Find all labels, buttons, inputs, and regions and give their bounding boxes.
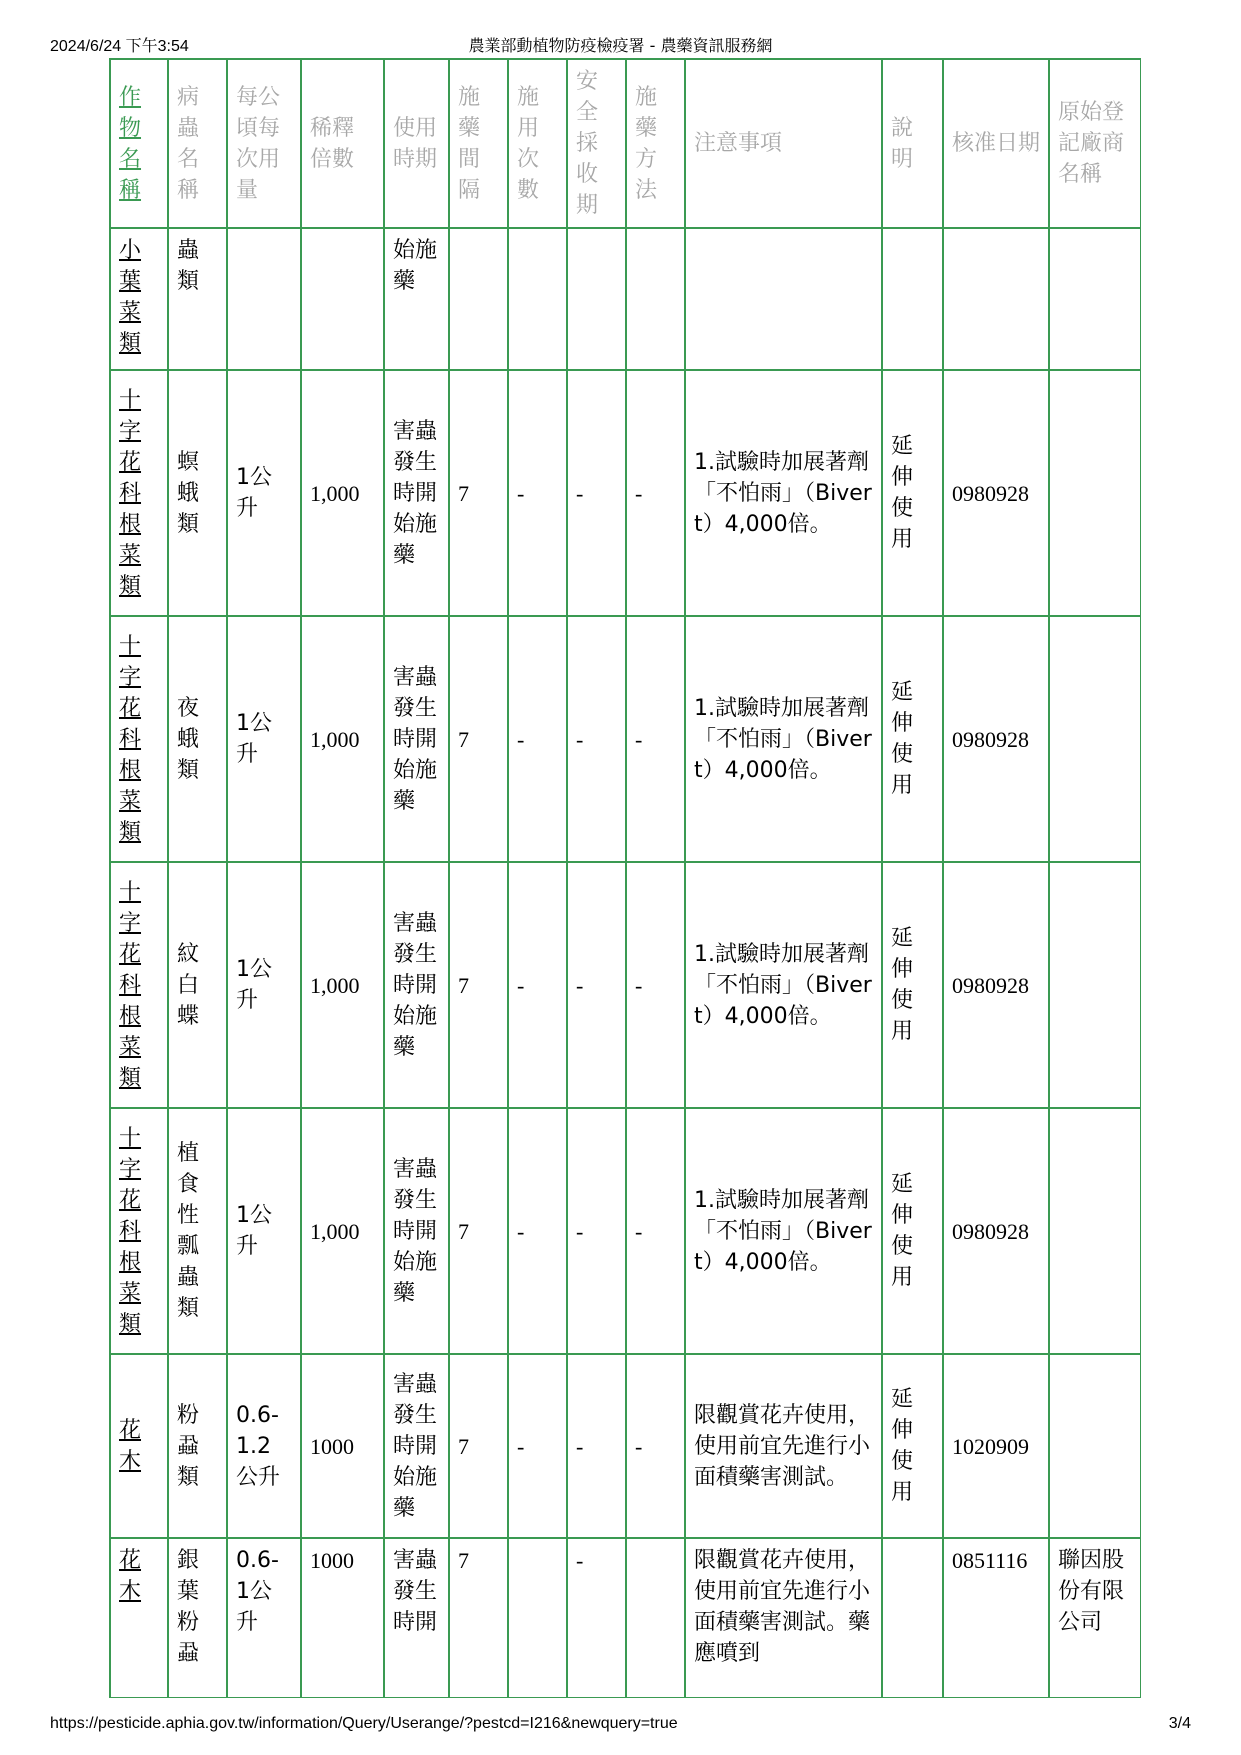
cell-pest: 銀葉粉蝨 <box>168 1538 227 1698</box>
table-header-row <box>110 59 1141 228</box>
cell-safe-harvest: - <box>567 616 626 862</box>
cell-safe-harvest <box>567 228 626 370</box>
cell-times <box>508 228 567 370</box>
cell-desc: 延伸使用 <box>882 1354 943 1538</box>
crop-link[interactable]: 花木 <box>119 1418 142 1474</box>
crop-link[interactable]: 花木 <box>119 1548 142 1604</box>
col-header-interval: 施藥間隔 <box>449 59 508 228</box>
cell-crop[interactable] <box>110 862 168 1108</box>
cell-crop[interactable] <box>110 228 168 370</box>
cell-interval: 7 <box>449 1354 508 1538</box>
table-row <box>110 228 1141 370</box>
table-row <box>110 616 1141 862</box>
cell-notes: 限觀賞花卉使用，使用前宜先進行小面積藥害測試。 <box>685 1354 882 1538</box>
col-header-safe-harvest: 安全採收期 <box>567 59 626 228</box>
cell-times: - <box>508 616 567 862</box>
cell-method: - <box>626 862 685 1108</box>
cell-desc: 延伸使用 <box>882 1108 943 1354</box>
cell-date: 0980928 <box>943 862 1049 1108</box>
cell-desc: 延伸使用 <box>882 616 943 862</box>
cell-dilution: 1,000 <box>301 616 384 862</box>
cell-safe-harvest: - <box>567 1108 626 1354</box>
usage-table-container <box>109 58 1141 1698</box>
cell-notes: 限觀賞花卉使用，使用前宜先進行小面積藥害測試。藥應噴到 <box>685 1538 882 1698</box>
cell-pest: 夜蛾類 <box>168 616 227 862</box>
cell-dilution: 1000 <box>301 1354 384 1538</box>
cell-dose: 1公升 <box>227 370 301 616</box>
cell-company <box>1049 862 1141 1108</box>
cell-interval: 7 <box>449 616 508 862</box>
cell-company <box>1049 228 1141 370</box>
cell-method: - <box>626 616 685 862</box>
cell-dose: 1公升 <box>227 862 301 1108</box>
cell-pest: 植食性瓢蟲類 <box>168 1108 227 1354</box>
cell-desc: 延伸使用 <box>882 370 943 616</box>
crop-link[interactable]: 小葉菜類 <box>119 238 142 356</box>
cell-safe-harvest: - <box>567 1538 626 1698</box>
page-number: 3/4 <box>1168 1715 1191 1732</box>
col-header-company: 原始登記廠商名稱 <box>1049 59 1141 228</box>
cell-company <box>1049 616 1141 862</box>
crop-link[interactable]: 十字花科根菜類 <box>119 633 142 845</box>
table-row <box>110 1354 1141 1538</box>
table-row <box>110 862 1141 1108</box>
cell-company <box>1049 1354 1141 1538</box>
table-row <box>110 370 1141 616</box>
cell-date <box>943 228 1049 370</box>
cell-date: 0980928 <box>943 616 1049 862</box>
col-header-notes: 注意事項 <box>685 59 882 228</box>
cell-interval: 7 <box>449 370 508 616</box>
table-row <box>110 1108 1141 1354</box>
cell-notes: 1.試驗時加展著劑「不怕雨」（Bivert）4,000倍。 <box>685 616 882 862</box>
page-url: https://pesticide.aphia.gov.tw/information/Query/Userange/?pestcd=I216&newquery=true <box>50 1715 678 1732</box>
cell-method: - <box>626 370 685 616</box>
cell-date: 0980928 <box>943 1108 1049 1354</box>
cell-dose: 0.6-1公升 <box>227 1538 301 1698</box>
cell-interval <box>449 228 508 370</box>
cell-timing: 害蟲發生時開 <box>384 1538 449 1698</box>
cell-dilution: 1000 <box>301 1538 384 1698</box>
cell-times <box>508 1538 567 1698</box>
cell-date: 1020909 <box>943 1354 1049 1538</box>
cell-desc <box>882 1538 943 1698</box>
col-header-times: 施用次數 <box>508 59 567 228</box>
col-header-dilution: 稀釋倍數 <box>301 59 384 228</box>
cell-safe-harvest: - <box>567 370 626 616</box>
crop-link[interactable]: 十字花科根菜類 <box>119 879 142 1091</box>
col-header-method: 施藥方法 <box>626 59 685 228</box>
cell-timing: 害蟲發生時開始施藥 <box>384 1354 449 1538</box>
cell-method <box>626 228 685 370</box>
cell-timing: 害蟲發生時開始施藥 <box>384 370 449 616</box>
cell-pest: 螟蛾類 <box>168 370 227 616</box>
table-row <box>110 1538 1141 1698</box>
cell-method: - <box>626 1108 685 1354</box>
col-header-desc: 說明 <box>882 59 943 228</box>
crop-link[interactable]: 十字花科根菜類 <box>119 1125 142 1337</box>
col-header-dose: 每公頃每次用量 <box>227 59 301 228</box>
cell-company: 聯因股份有限公司 <box>1049 1538 1141 1698</box>
cell-date: 0980928 <box>943 370 1049 616</box>
cell-dilution <box>301 228 384 370</box>
cell-company <box>1049 1108 1141 1354</box>
cell-interval: 7 <box>449 1108 508 1354</box>
cell-method <box>626 1538 685 1698</box>
page-title: 農業部動植物防疫檢疫署 - 農藥資訊服務網 <box>468 36 773 55</box>
cell-crop[interactable] <box>110 1108 168 1354</box>
cell-times: - <box>508 370 567 616</box>
cell-dilution: 1,000 <box>301 370 384 616</box>
cell-notes <box>685 228 882 370</box>
cell-safe-harvest: - <box>567 862 626 1108</box>
cell-times: - <box>508 1354 567 1538</box>
cell-interval: 7 <box>449 862 508 1108</box>
cell-pest: 紋白蝶 <box>168 862 227 1108</box>
cell-crop[interactable] <box>110 616 168 862</box>
cell-dilution: 1,000 <box>301 1108 384 1354</box>
col-header-timing: 使用時期 <box>384 59 449 228</box>
cell-pest: 蟲類 <box>168 228 227 370</box>
col-header-pest: 病蟲名稱 <box>168 59 227 228</box>
cell-crop[interactable] <box>110 1538 168 1698</box>
cell-timing: 害蟲發生時開始施藥 <box>384 862 449 1108</box>
cell-times: - <box>508 1108 567 1354</box>
cell-dose: 0.6-1.2公升 <box>227 1354 301 1538</box>
cell-timing: 始施藥 <box>384 228 449 370</box>
cell-notes: 1.試驗時加展著劑「不怕雨」（Bivert）4,000倍。 <box>685 370 882 616</box>
cell-dose <box>227 228 301 370</box>
cell-date: 0851116 <box>943 1538 1049 1698</box>
cell-notes: 1.試驗時加展著劑「不怕雨」（Bivert）4,000倍。 <box>685 1108 882 1354</box>
cell-method: - <box>626 1354 685 1538</box>
cell-timing: 害蟲發生時開始施藥 <box>384 616 449 862</box>
cell-crop[interactable] <box>110 370 168 616</box>
cell-times: - <box>508 862 567 1108</box>
cell-pest: 粉蝨類 <box>168 1354 227 1538</box>
cell-company <box>1049 370 1141 616</box>
cell-dilution: 1,000 <box>301 862 384 1108</box>
cell-notes: 1.試驗時加展著劑「不怕雨」（Bivert）4,000倍。 <box>685 862 882 1108</box>
cell-dose: 1公升 <box>227 616 301 862</box>
cell-interval: 7 <box>449 1538 508 1698</box>
cell-safe-harvest: - <box>567 1354 626 1538</box>
usage-table <box>109 58 1141 1698</box>
cell-dose: 1公升 <box>227 1108 301 1354</box>
cell-crop[interactable] <box>110 1354 168 1538</box>
col-header-crop[interactable]: 作物名稱 <box>110 59 168 228</box>
crop-link[interactable]: 十字花科根菜類 <box>119 387 142 599</box>
cell-desc: 延伸使用 <box>882 862 943 1108</box>
print-datetime: 2024/6/24 下午3:54 <box>50 38 189 55</box>
col-header-date: 核准日期 <box>943 59 1049 228</box>
cell-desc <box>882 228 943 370</box>
cell-timing: 害蟲發生時開始施藥 <box>384 1108 449 1354</box>
